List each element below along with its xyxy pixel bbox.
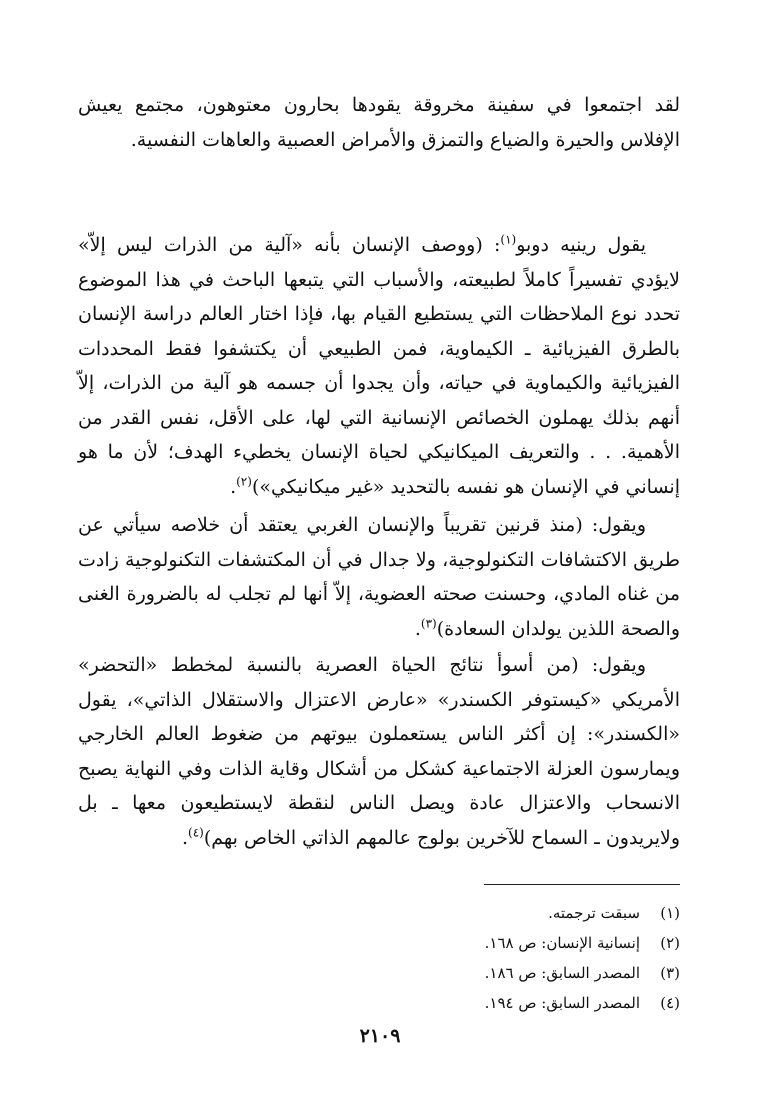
paragraph-1-text: لقد اجتمعوا في سفينة مخروقة يقودها بحارون معتوهون، مجتمع يعيش الإفلاس والحيرة والضياع والتمزق والأمراض العصبية والعاهات النفسية. (78, 94, 680, 151)
paragraph-3 (78, 508, 680, 646)
paragraph-4-end: . (181, 826, 189, 849)
paragraph-4-body: ويقول: (من أسوأ نتائج الحياة العصرية بالنسبة لمخطط «التحضر» الأمريكي «كيستوفر الكسندر» «عارض الاعتزال والاستقلال الذاتي»، يقول «الكسندر»: إن أكثر الناس يستعملون بيوتهم من ضغوط العالم الخارجي ويمارسون العزلة الاجتماعية كشكل من أشكال وقاية الذات وفي النهاية يصبح الانسحاب والاعتزال عادة ويصل الناس لنقطة لايستطيعون معها ـ بل ولايريدون ـ السماح للآخرين بولوج عالمهم الذاتي الخاص بهم) (78, 654, 680, 849)
footnote-number: (٤) (660, 994, 680, 1012)
footnote-item (78, 988, 680, 1018)
footnote-text: المصدر السابق: ص ١٨٦. (484, 964, 640, 982)
footnote-ref-2[interactable]: (٢) (236, 474, 252, 489)
paragraph-2 (78, 228, 680, 504)
footnote-number: (١) (660, 904, 680, 922)
paragraph-2-lead: يقول رينيه دوبو (516, 234, 646, 256)
paragraph-3-end: . (414, 617, 421, 640)
paragraph-2-body: : (ووصف الإنسان بأنه «آلية من الذرات ليس إلاّ» لايؤدي تفسيراً كاملاً لطبيعته، والأسباب التي يتبعها الباحث في هذا الموضوع تحدد نوع الملاحظات التي يستطيع القيام بها، فإذا اختار العالم دراسة الإنسان بالطرق الفيزيائية ـ الكيماوية، فمن الطبيعي أن يكتشفوا فقط المحددات الفيزيائية والكيماوية في حياته، وأن يجدوا أن جسمه هو آلية من الذرات، إلاّ أنهم بذلك يهملون الخصائص الإنسانية التي لها، على الأقل، نفس القدر من الأهمية. . . والتعريف الميكانيكي لحياة الإنسان يخطيء الهدف؛ لأن ما هو إنساني في الإنسان هو نفسه بالتحديد «غير ميكانيكي») (78, 234, 680, 498)
footnote-text: سبقت ترجمته. (548, 904, 640, 922)
footnote-item (78, 958, 680, 988)
footnote-text: المصدر السابق: ص ١٩٤. (484, 994, 640, 1012)
footnote-item (78, 898, 680, 928)
footnotes-list (78, 898, 680, 1018)
footnote-text: إنسانية الإنسان: ص ١٦٨. (484, 934, 640, 952)
footnote-item (78, 928, 680, 958)
paragraph-1 (78, 88, 680, 157)
footnote-divider (484, 884, 680, 885)
paragraph-2-end: . (230, 475, 237, 498)
footnote-number: (٢) (660, 934, 680, 952)
page-number: ٢١٠٩ (359, 1025, 401, 1047)
footnote-ref-1[interactable]: (١) (500, 232, 517, 247)
footnote-ref-3[interactable]: (٣) (420, 616, 437, 631)
paragraph-4 (78, 648, 680, 855)
footnote-number: (٣) (660, 964, 680, 982)
footnote-ref-4[interactable]: (٤) (188, 825, 204, 840)
paragraph-3-body: ويقول: (منذ قرنين تقريباً والإنسان الغربي يعتقد أن خلاصه سيأتي عن طريق الاكتشافات التكنولوجية، ولا جدال في أن المكتشفات التكنولوجية زادت من غناه المادي، وحسنت صحته العضوية، إلاّ أنها لم تجلب له بالضرورة الغنى والصحة اللذين يولدان السعادة) (78, 514, 680, 640)
